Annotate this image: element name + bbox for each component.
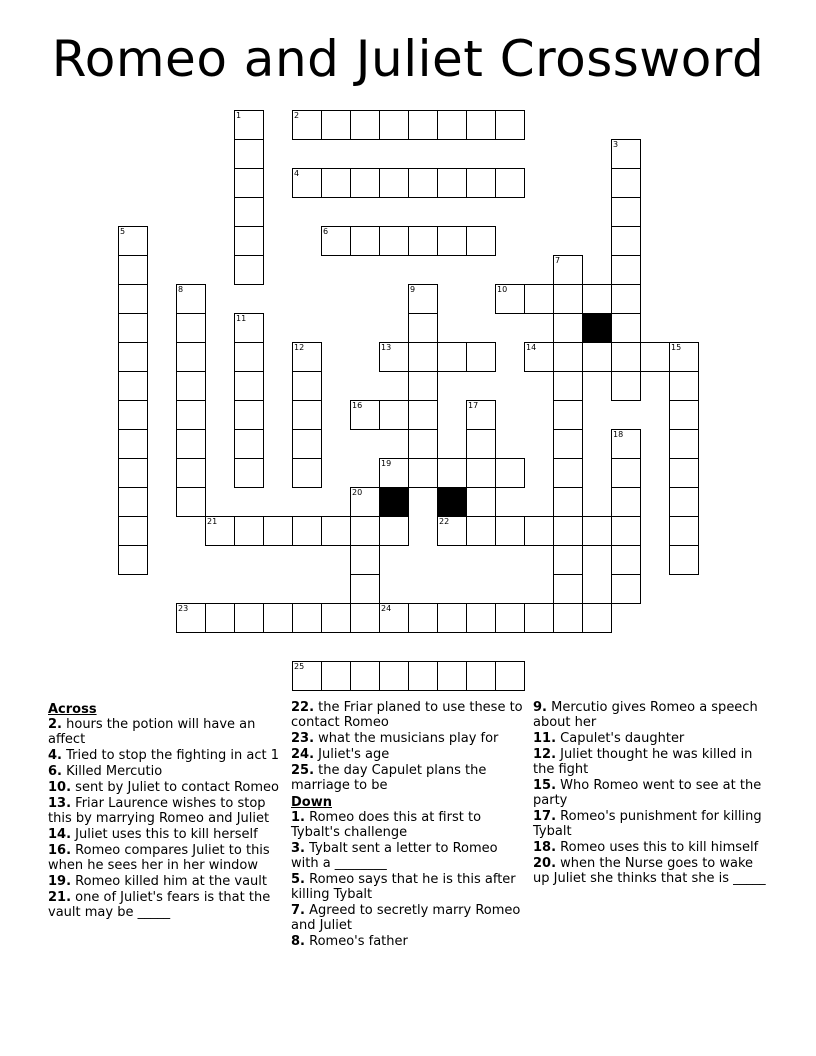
grid-cell[interactable] (292, 168, 322, 198)
grid-cell[interactable] (466, 661, 496, 691)
grid-cell[interactable] (379, 342, 409, 372)
grid-cell[interactable] (350, 574, 380, 604)
clue-number: 6 (323, 227, 329, 236)
grid-cell[interactable] (553, 371, 583, 401)
clue-across: 21. one of Juliet's fears is that the vault may be _____ (48, 890, 271, 920)
clue-number: 5 (120, 227, 126, 236)
grid-cell[interactable] (408, 603, 438, 633)
clue-down: 12. Juliet thought he was killed in the fight (533, 747, 753, 777)
grid-cell[interactable] (379, 516, 409, 546)
grid-cell[interactable] (466, 400, 496, 430)
grid-cell[interactable] (379, 168, 409, 198)
grid-cell[interactable] (495, 458, 525, 488)
clue-number: 17 (468, 401, 479, 410)
clue-down: 1. Romeo does this at first to Tybalt's challenge (291, 810, 482, 840)
grid-cell[interactable] (350, 400, 380, 430)
grid-cell[interactable] (669, 371, 699, 401)
grid-cell[interactable] (176, 400, 206, 430)
grid-cell[interactable] (292, 342, 322, 372)
clue-across: 4. Tried to stop the fighting in act 1 (48, 748, 279, 763)
clue-across: 16. Romeo compares Juliet to this when he sees her in her window (48, 843, 270, 873)
grid-cell[interactable] (234, 197, 264, 227)
grid-cell[interactable] (611, 226, 641, 256)
clue-number: 22 (439, 517, 450, 526)
clue-number: 23 (178, 604, 189, 613)
grid-cell[interactable] (611, 284, 641, 314)
clue-number: 18 (613, 430, 624, 439)
grid-cell[interactable] (611, 516, 641, 546)
grid-cell[interactable] (553, 603, 583, 633)
grid-cell[interactable] (234, 342, 264, 372)
grid-cell[interactable] (234, 110, 264, 140)
clue-across: 22. the Friar planed to use these to contact Romeo (291, 700, 523, 730)
grid-cell[interactable] (408, 400, 438, 430)
grid-cell[interactable] (176, 487, 206, 517)
clue-number: 4 (294, 169, 300, 178)
grid-cell[interactable] (350, 516, 380, 546)
grid-cell[interactable] (611, 574, 641, 604)
grid-cell[interactable] (205, 516, 235, 546)
grid-cell[interactable] (524, 284, 554, 314)
grid-cell[interactable] (321, 603, 351, 633)
clue-number: 21 (207, 517, 218, 526)
clue-number: 20 (352, 488, 363, 497)
grid-cell[interactable] (321, 661, 351, 691)
clue-number: 14 (526, 343, 537, 352)
grid-cell[interactable] (379, 458, 409, 488)
grid-cell[interactable] (669, 516, 699, 546)
grid-cell[interactable] (495, 168, 525, 198)
grid-block (437, 487, 467, 517)
clue-across: 14. Juliet uses this to kill herself (48, 827, 258, 842)
grid-cell[interactable] (553, 545, 583, 575)
grid-cell[interactable] (350, 661, 380, 691)
grid-cell[interactable] (466, 342, 496, 372)
grid-cell[interactable] (408, 168, 438, 198)
clues-column-2 (291, 700, 523, 950)
grid-cell[interactable] (292, 458, 322, 488)
grid-cell[interactable] (408, 284, 438, 314)
grid-cell[interactable] (524, 342, 554, 372)
grid-cell[interactable] (118, 516, 148, 546)
clue-across: 19. Romeo killed him at the vault (48, 874, 267, 889)
grid-cell[interactable] (292, 603, 322, 633)
grid-cell[interactable] (234, 429, 264, 459)
grid-cell[interactable] (582, 342, 612, 372)
grid-cell[interactable] (118, 371, 148, 401)
grid-cell[interactable] (437, 516, 467, 546)
grid-cell[interactable] (495, 603, 525, 633)
clue-across: 25. the day Capulet plans the marriage to be (291, 763, 487, 793)
grid-cell[interactable] (669, 487, 699, 517)
grid-cell[interactable] (466, 603, 496, 633)
grid-cell[interactable] (437, 603, 467, 633)
clue-number: 10 (497, 285, 508, 294)
grid-cell[interactable] (321, 516, 351, 546)
grid-cell[interactable] (234, 458, 264, 488)
grid-cell[interactable] (408, 429, 438, 459)
grid-cell[interactable] (118, 226, 148, 256)
grid-cell[interactable] (437, 342, 467, 372)
clue-number: 19 (381, 459, 392, 468)
grid-cell[interactable] (118, 284, 148, 314)
clue-down: 7. Agreed to secretly marry Romeo and Juliet (291, 903, 521, 933)
grid-cell[interactable] (292, 516, 322, 546)
grid-cell[interactable] (553, 429, 583, 459)
grid-cell[interactable] (495, 516, 525, 546)
grid-cell[interactable] (118, 255, 148, 285)
clues-column-1 (48, 700, 280, 921)
grid-cell[interactable] (118, 458, 148, 488)
grid-cell[interactable] (640, 342, 670, 372)
grid-cell[interactable] (292, 429, 322, 459)
grid-cell[interactable] (234, 168, 264, 198)
grid-cell[interactable] (437, 661, 467, 691)
grid-cell[interactable] (553, 400, 583, 430)
grid-cell[interactable] (292, 371, 322, 401)
grid-cell[interactable] (379, 226, 409, 256)
grid-cell[interactable] (669, 545, 699, 575)
clue-number: 11 (236, 314, 247, 323)
grid-cell[interactable] (234, 371, 264, 401)
grid-cell[interactable] (466, 110, 496, 140)
grid-cell[interactable] (379, 603, 409, 633)
grid-cell[interactable] (611, 313, 641, 343)
grid-cell[interactable] (408, 661, 438, 691)
grid-cell[interactable] (176, 458, 206, 488)
grid-cell[interactable] (495, 110, 525, 140)
grid-cell[interactable] (582, 603, 612, 633)
grid-cell[interactable] (176, 371, 206, 401)
grid-cell[interactable] (350, 545, 380, 575)
clue-down: 8. Romeo's father (291, 934, 408, 949)
grid-cell[interactable] (176, 313, 206, 343)
grid-cell[interactable] (669, 342, 699, 372)
clue-number: 13 (381, 343, 392, 352)
clue-number: 1 (236, 111, 242, 120)
grid-cell[interactable] (408, 110, 438, 140)
clue-number: 9 (410, 285, 416, 294)
grid-cell[interactable] (408, 226, 438, 256)
grid-cell[interactable] (611, 197, 641, 227)
grid-cell[interactable] (234, 603, 264, 633)
grid-cell[interactable] (292, 661, 322, 691)
grid-cell[interactable] (350, 603, 380, 633)
across-header: Across (48, 702, 97, 717)
grid-block (379, 487, 409, 517)
grid-cell[interactable] (437, 458, 467, 488)
clue-number: 7 (555, 256, 561, 265)
clue-down: 11. Capulet's daughter (533, 731, 685, 746)
clue-across: 23. what the musicians play for (291, 731, 499, 746)
grid-cell[interactable] (408, 371, 438, 401)
clue-down: 18. Romeo uses this to kill himself (533, 840, 759, 855)
grid-cell[interactable] (466, 429, 496, 459)
clue-down: 20. when the Nurse goes to wake up Juliet she thinks that she is _____ (533, 856, 766, 886)
grid-cell[interactable] (118, 429, 148, 459)
clue-across: 2. hours the potion will have an affect (48, 717, 256, 747)
grid-cell[interactable] (321, 168, 351, 198)
grid-cell[interactable] (437, 110, 467, 140)
grid-cell[interactable] (611, 545, 641, 575)
grid-cell[interactable] (524, 516, 554, 546)
grid-cell[interactable] (611, 342, 641, 372)
clue-number: 15 (671, 343, 682, 352)
grid-cell[interactable] (669, 400, 699, 430)
grid-cell[interactable] (408, 458, 438, 488)
grid-cell[interactable] (118, 342, 148, 372)
grid-cell[interactable] (611, 371, 641, 401)
clue-number: 16 (352, 401, 363, 410)
grid-cell[interactable] (466, 226, 496, 256)
grid-cell[interactable] (321, 110, 351, 140)
grid-cell[interactable] (466, 458, 496, 488)
grid-cell[interactable] (582, 284, 612, 314)
grid-cell[interactable] (611, 255, 641, 285)
grid-cell[interactable] (350, 487, 380, 517)
grid-cell[interactable] (292, 400, 322, 430)
clue-down: 15. Who Romeo went to see at the party (533, 778, 762, 808)
clue-across: 10. sent by Juliet to contact Romeo (48, 780, 279, 795)
grid-cell[interactable] (263, 603, 293, 633)
grid-cell[interactable] (553, 255, 583, 285)
grid-cell[interactable] (234, 313, 264, 343)
grid-cell[interactable] (466, 168, 496, 198)
grid-cell[interactable] (379, 400, 409, 430)
grid-cell[interactable] (437, 226, 467, 256)
grid-cell[interactable] (118, 400, 148, 430)
grid-cell[interactable] (234, 400, 264, 430)
grid-block (582, 313, 612, 343)
grid-cell[interactable] (263, 516, 293, 546)
grid-cell[interactable] (553, 487, 583, 517)
grid-cell[interactable] (379, 110, 409, 140)
grid-cell[interactable] (553, 574, 583, 604)
grid-cell[interactable] (234, 139, 264, 169)
grid-cell[interactable] (176, 284, 206, 314)
clues-column-3 (533, 700, 769, 887)
grid-cell[interactable] (611, 429, 641, 459)
grid-cell[interactable] (495, 661, 525, 691)
grid-cell[interactable] (350, 168, 380, 198)
grid-cell[interactable] (234, 516, 264, 546)
grid-cell[interactable] (321, 226, 351, 256)
grid-cell[interactable] (118, 487, 148, 517)
clue-number: 2 (294, 111, 300, 120)
down-header: Down (291, 795, 332, 810)
grid-cell[interactable] (553, 458, 583, 488)
grid-cell[interactable] (408, 342, 438, 372)
clue-down: 3. Tybalt sent a letter to Romeo with a ________ (291, 841, 498, 871)
grid-cell[interactable] (234, 226, 264, 256)
clue-number: 8 (178, 285, 184, 294)
grid-cell[interactable] (611, 168, 641, 198)
grid-cell[interactable] (176, 429, 206, 459)
grid-cell[interactable] (350, 110, 380, 140)
grid-cell[interactable] (669, 429, 699, 459)
grid-cell[interactable] (553, 342, 583, 372)
grid-cell[interactable] (379, 661, 409, 691)
grid-cell[interactable] (466, 516, 496, 546)
clue-number: 24 (381, 604, 392, 613)
grid-cell[interactable] (292, 110, 322, 140)
clue-down: 9. Mercutio gives Romeo a speech about her (533, 700, 758, 730)
grid-cell[interactable] (669, 458, 699, 488)
grid-cell[interactable] (350, 226, 380, 256)
grid-cell[interactable] (495, 284, 525, 314)
clue-across: 24. Juliet's age (291, 747, 390, 762)
grid-cell[interactable] (582, 516, 612, 546)
grid-cell[interactable] (524, 603, 554, 633)
grid-cell[interactable] (118, 545, 148, 575)
grid-cell[interactable] (408, 313, 438, 343)
clue-across: 6. Killed Mercutio (48, 764, 163, 779)
grid-cell[interactable] (611, 487, 641, 517)
clue-number: 3 (613, 140, 619, 149)
grid-cell[interactable] (205, 603, 235, 633)
clue-down: 5. Romeo says that he is this after killing Tybalt (291, 872, 516, 902)
grid-cell[interactable] (553, 313, 583, 343)
grid-cell[interactable] (118, 313, 148, 343)
grid-cell[interactable] (437, 168, 467, 198)
grid-cell[interactable] (234, 255, 264, 285)
grid-cell[interactable] (176, 603, 206, 633)
grid-cell[interactable] (553, 516, 583, 546)
clue-down: 17. Romeo's punishment for killing Tybalt (533, 809, 762, 839)
grid-cell[interactable] (611, 139, 641, 169)
clue-number: 12 (294, 343, 305, 352)
grid-cell[interactable] (176, 342, 206, 372)
clue-number: 25 (294, 662, 305, 671)
page-title: Romeo and Juliet Crossword (51, 30, 765, 88)
clue-across: 13. Friar Laurence wishes to stop this by marrying Romeo and Juliet (48, 796, 270, 826)
grid-cell[interactable] (466, 487, 496, 517)
grid-cell[interactable] (611, 458, 641, 488)
grid-cell[interactable] (553, 284, 583, 314)
